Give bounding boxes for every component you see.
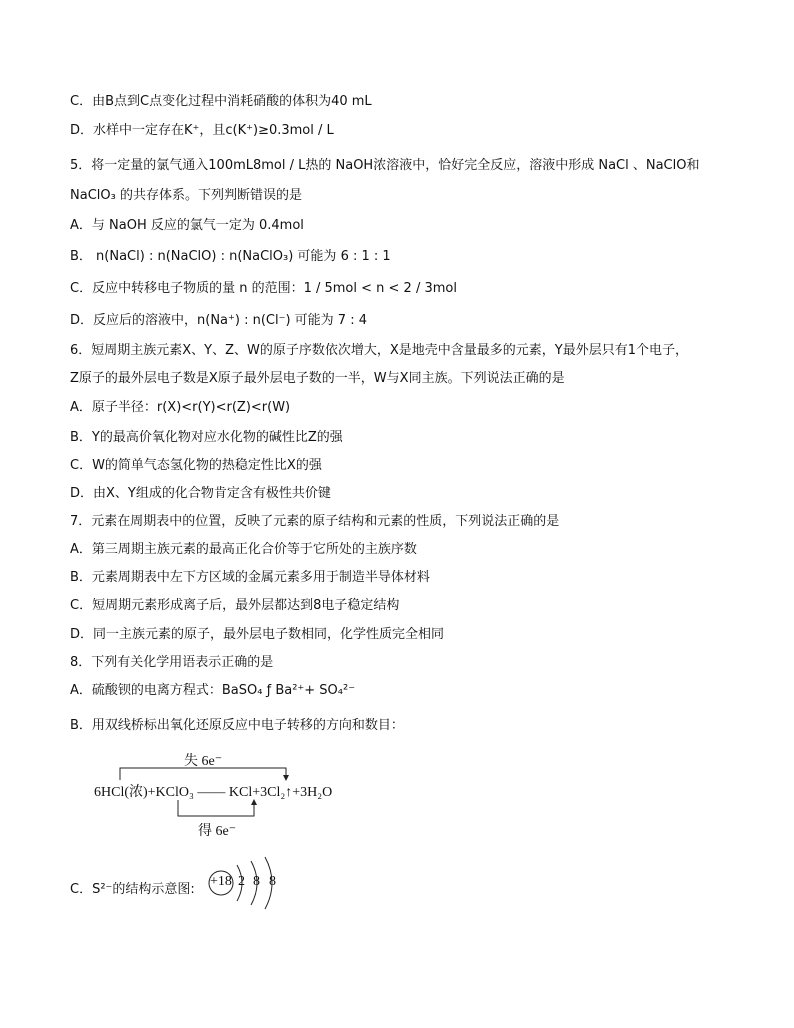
gain-bridge-line bbox=[178, 800, 254, 816]
option-d-potassium: D．水样中一定存在K⁺，且c(K⁺)≥0.3mol / L bbox=[70, 123, 334, 138]
question-8-option-c: C．S²⁻的结构示意图: bbox=[70, 882, 195, 897]
shell-2-electrons: 8 bbox=[253, 874, 260, 889]
question-7-option-a: A．第三周期主族元素的最高正化合价等于它所处的主族序数 bbox=[70, 542, 417, 557]
redox-equation-diagram bbox=[94, 740, 394, 840]
question-7-option-d: D．同一主族元素的原子，最外层电子数相同，化学性质完全相同 bbox=[70, 627, 445, 642]
question-5-option-d: D．反应后的溶液中，n(Na⁺) : n(Cl⁻) 可能为 7 : 4 bbox=[70, 313, 367, 328]
question-7-option-c: C．短周期元素形成离子后，最外层都达到8电子稳定结构 bbox=[70, 598, 400, 613]
question-8-stem: 8．下列有关化学用语表示正确的是 bbox=[70, 655, 274, 670]
shell-3-electrons: 8 bbox=[269, 874, 276, 889]
question-5-stem-2: NaClO₃ 的共存体系。下列判断错误的是 bbox=[70, 188, 302, 203]
question-7-stem: 7．元素在周期表中的位置，反映了元素的原子结构和元素的性质，下列说法正确的是 bbox=[70, 514, 560, 529]
equation-text: 6HCl(浓)+KClO₃ —— KCl+3Cl₂↑+3H₂O bbox=[94, 785, 333, 800]
sulfide-ion-structure-diagram bbox=[207, 856, 307, 902]
shell-1-electrons: 2 bbox=[238, 874, 245, 889]
question-7-option-b: B．元素周期表中左下方区域的金属元素多用于制造半导体材料 bbox=[70, 570, 430, 585]
option-c-nitric-acid: C．由B点到C点变化过程中消耗硝酸的体积为40 mL bbox=[70, 94, 372, 109]
question-6-option-c: C．W的简单气态氢化物的热稳定性比X的强 bbox=[70, 458, 322, 473]
question-6-option-b: B．Y的最高价氧化物对应水化物的碱性比Z的强 bbox=[70, 430, 343, 445]
question-6-option-a: A．原子半径：r(X)<r(Y)<r(Z)<r(W) bbox=[70, 400, 291, 415]
question-5-option-c: C．反应中转移电子物质的量 n 的范围：1 / 5mol < n < 2 / 3mol bbox=[70, 281, 457, 296]
lose-electrons-label: 失 6e⁻ bbox=[184, 754, 223, 769]
question-6-stem-1: 6．短周期主族元素X、Y、Z、W的原子序数依次增大，X是地壳中含量最多的元素，Y最外层只有1个电子， bbox=[70, 343, 688, 358]
question-8-option-a: A．硫酸钡的电离方程式：BaSO₄ ƒ Ba²⁺+ SO₄²⁻ bbox=[70, 683, 356, 698]
question-6-stem-2: Z原子的最外层电子数是X原子最外层电子数的一半，W与X同主族。下列说法正确的是 bbox=[70, 371, 565, 386]
question-5-option-a: A．与 NaOH 反应的氯气一定为 0.4mol bbox=[70, 218, 304, 233]
nucleus-charge: +18 bbox=[210, 874, 232, 889]
question-8-option-b: B．用双线桥标出氧化还原反应中电子转移的方向和数目： bbox=[70, 718, 404, 733]
question-6-option-d: D．由X、Y组成的化合物肯定含有极性共价键 bbox=[70, 486, 331, 501]
question-5-stem-1: 5．将一定量的氯气通入100mL8mol / L热的 NaOH浓溶液中，恰好完全反应，溶液中形成 NaCl 、NaClO和 bbox=[70, 158, 700, 173]
gain-electrons-label: 得 6e⁻ bbox=[198, 824, 237, 839]
question-5-option-b: B． n(NaCl) : n(NaClO) : n(NaClO₃) 可能为 6 : 1 : 1 bbox=[70, 249, 391, 264]
